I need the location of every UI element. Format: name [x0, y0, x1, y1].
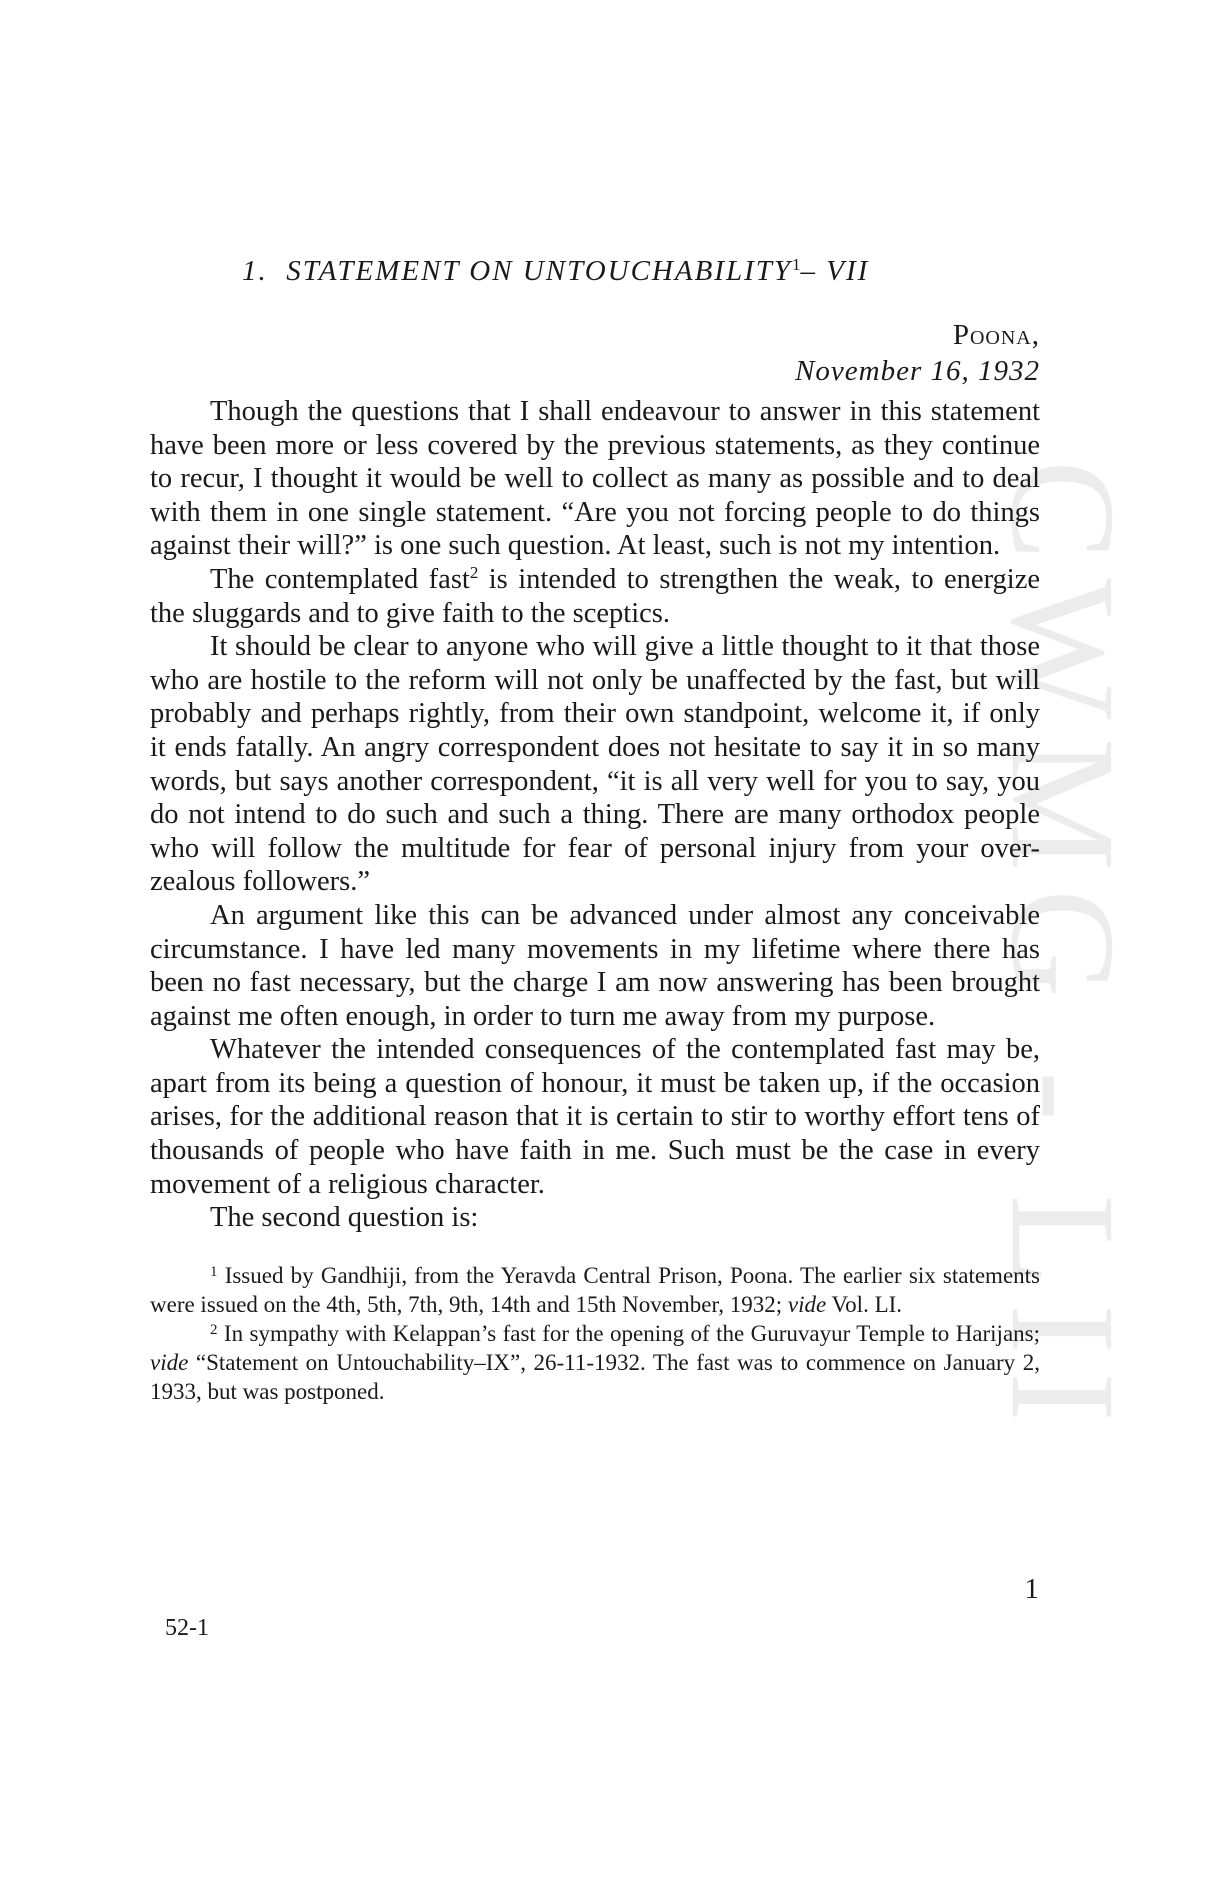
footnote: [150, 1261, 1040, 1319]
paragraph: It should be clear to anyone who will give a little thought to it that those who are hostile to the reform will not only be unaffected by the fast, but will probably and perhaps rightly, from their own standpoint, welcome it, if only it ends fatally. An angry correspondent does not hesitate to say it in so many words, but says another correspondent, “it is all very well for you to say, you do not intend to do such and such a thing. There are many orthodox people who will follow the multitude for fear of personal injury from your over-zealous followers.”: [150, 631, 1040, 898]
dateline-date: November 16, 1932: [795, 355, 1040, 387]
paragraph: The second question is:: [210, 1202, 479, 1234]
page-title: [242, 245, 1040, 291]
footnotes: [150, 1261, 1040, 1406]
paragraph: [150, 563, 1040, 630]
paragraph: Whatever the intended consequences of the contemplated fast may be, apart from its being a question of honour, it must be taken up, if the occasion arises, for the additional reason that it is certain to stir to worthy effort tens of thousands of people who have faith in me. Such must be the case in every movement of a religious character.: [150, 1034, 1040, 1200]
footnote-text: In sympathy with Kelappan’s fast for the opening of the Guruvayur Temple to Harijans;: [217, 1320, 1040, 1346]
footnote-text: Issued by Gandhiji, from the Yeravda Central Prison, Poona. The earlier six statements were issued on the 4th, 5th, 7th, 9th, 14th and 15th November, 1932;: [150, 1262, 1040, 1317]
paragraph: An argument like this can be advanced under almost any conceivable circumstance. I have led many movements in my lifetime where there has been no fast necessary, but the charge I am now answering has been brought against me often enough, in order to turn me away from my purpose.: [150, 899, 1040, 1032]
footnote-ref[interactable]: 2: [469, 562, 479, 582]
page-number: 1: [1024, 1573, 1039, 1605]
footnote-number: 1: [210, 1263, 218, 1280]
body-text: [150, 395, 1040, 1235]
signature-mark: 52-1: [165, 1615, 209, 1641]
footnote-text: “Statement on Untouchability–IX”, 26-11-1932. The fast was to commence on January 2, 1933, but was postponed.: [150, 1349, 1040, 1404]
dateline-place: Poona,: [952, 319, 1040, 351]
footnote-number: 2: [210, 1321, 218, 1338]
title-text: STATEMENT ON UNTOUCHABILITY: [286, 255, 793, 287]
paragraph: Though the questions that I shall endeavour to answer in this statement have been more or less covered by the previous statements, as they continue to recur, I thought it would be well to collect as many as possible and to deal with them in one single statement. “Are you not forcing people to do things against their will?” is one such question. At least, such is not my intention.: [150, 396, 1040, 562]
footnote-text: Vol. LI.: [826, 1291, 903, 1317]
document-page: [150, 245, 1040, 1406]
title-suffix: – VII: [800, 255, 870, 287]
paragraph-text: The contemplated fast: [210, 563, 470, 595]
footnote-italic: vide: [787, 1291, 827, 1317]
title-footnote-ref[interactable]: 1: [792, 255, 801, 274]
footnote-italic: vide: [150, 1349, 189, 1375]
paragraph-text: is intended to strengthen the weak, to energize the sluggards and to give faith to the sceptics.: [150, 563, 1041, 629]
title-number: 1.: [242, 255, 268, 287]
watermark-text: CWMG - LII: [980, 460, 1146, 1440]
footnote: [150, 1319, 1040, 1406]
